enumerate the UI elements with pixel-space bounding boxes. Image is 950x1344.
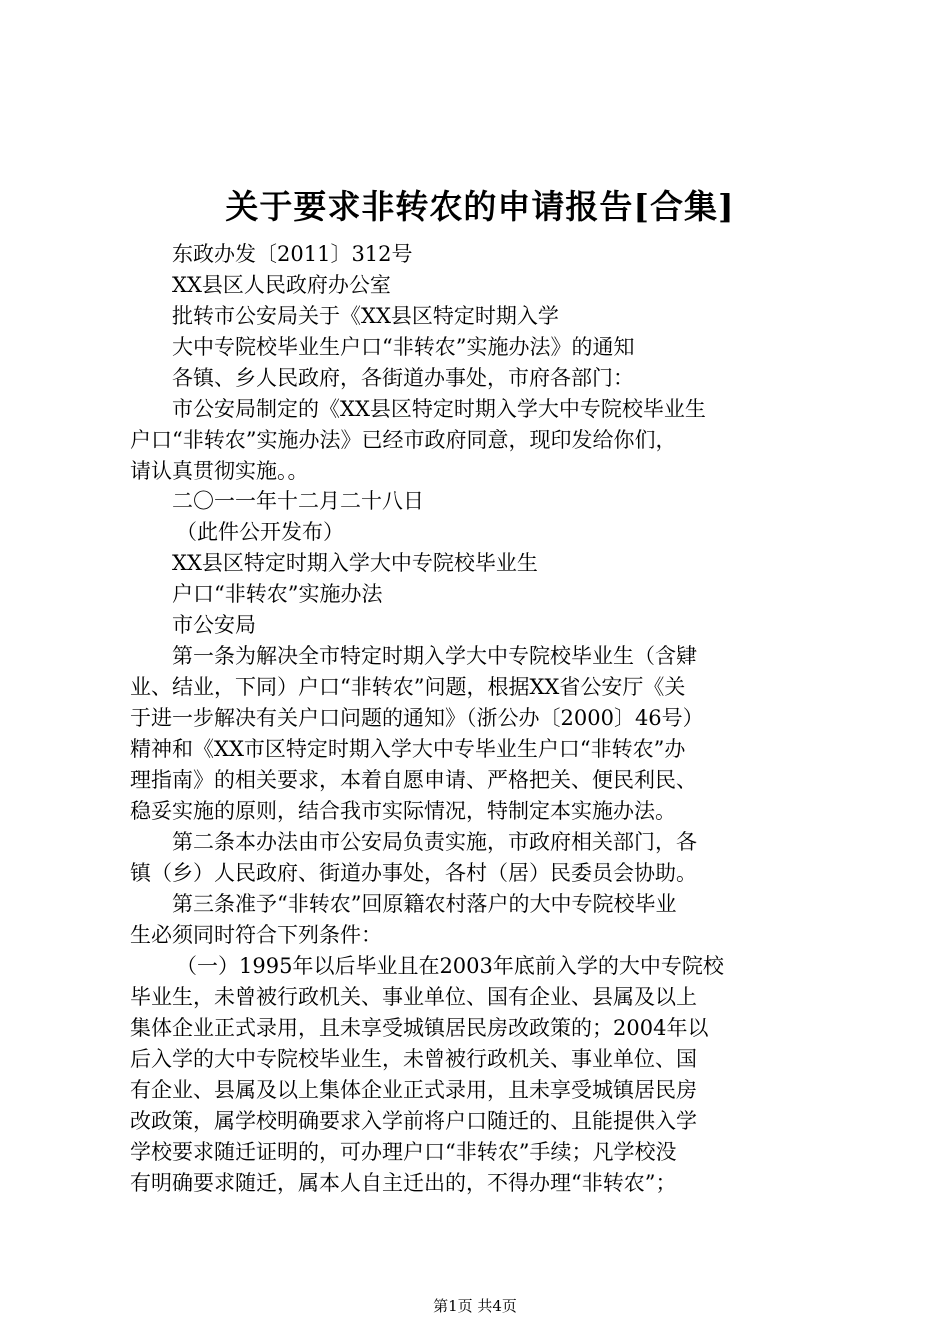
text-line: 第一条为解决全市特定时期入学大中专院校毕业生（含肄 bbox=[172, 644, 697, 668]
text-line: 改政策，属学校明确要求入学前将户口随迁的、且能提供入学 bbox=[130, 1109, 697, 1133]
text-line: 第二条本办法由市公安局负责实施，市政府相关部门，各 bbox=[172, 830, 697, 854]
text-line: 集体企业正式录用，且未享受城镇居民房改政策的；2004年以 bbox=[130, 1016, 709, 1040]
text-line: 市公安局 bbox=[172, 613, 256, 637]
text-line: （一）1995年以后毕业且在2003年底前入学的大中专院校 bbox=[176, 954, 724, 978]
text-line: 批转市公安局关于《XX县区特定时期入学 bbox=[172, 304, 559, 328]
text-line: 有明确要求随迁，属本人自主迁出的，不得办理“非转农”； bbox=[130, 1171, 677, 1195]
text-line: 精神和《XX市区特定时期入学大中专毕业生户口“非转农”办 bbox=[130, 737, 686, 761]
text-line: 学校要求随迁证明的，可办理户口“非转农”手续；凡学校没 bbox=[130, 1140, 677, 1164]
text-line: 市公安局制定的《XX县区特定时期入学大中专院校毕业生 bbox=[172, 397, 706, 421]
text-line: 稳妥实施的原则，结合我市实际情况，特制定本实施办法。 bbox=[130, 799, 676, 823]
text-line: 二〇一一年十二月二十八日 bbox=[172, 489, 424, 513]
text-line: 东政办发〔2011〕312号 bbox=[172, 242, 413, 266]
document-title: 关于要求非转农的申请报告[合集] bbox=[225, 187, 735, 226]
text-line: 户口“非转农”实施办法 bbox=[172, 582, 383, 606]
text-line: 镇（乡）人民政府、街道办事处，各村（居）民委员会协助。 bbox=[130, 861, 697, 885]
text-line: 后入学的大中专院校毕业生，未曾被行政机关、事业单位、国 bbox=[130, 1047, 697, 1071]
text-line: 于进一步解决有关户口问题的通知》（浙公办〔2000〕46号） bbox=[130, 706, 704, 730]
text-line: 生必须同时符合下列条件： bbox=[130, 923, 382, 947]
text-line: 第三条准予“非转农”回原籍农村落户的大中专院校毕业 bbox=[172, 892, 677, 916]
text-line: 大中专院校毕业生户口“非转农”实施办法》的通知 bbox=[172, 335, 635, 359]
text-line: 理指南》的相关要求，本着自愿申请、严格把关、便民利民、 bbox=[130, 768, 697, 792]
text-line: 有企业、县属及以上集体企业正式录用，且未享受城镇居民房 bbox=[130, 1078, 697, 1102]
text-line: XX县区特定时期入学大中专院校毕业生 bbox=[172, 551, 538, 575]
text-line: （此件公开发布） bbox=[176, 520, 344, 544]
page-footer: 第1页 共4页 bbox=[433, 1297, 517, 1315]
text-line: 请认真贯彻实施。。 bbox=[130, 459, 309, 483]
text-line: 各镇、乡人民政府，各街道办事处，市府各部门： bbox=[172, 366, 634, 390]
text-line: XX县区人民政府办公室 bbox=[172, 273, 391, 297]
text-line: 户口“非转农”实施办法》已经市政府同意，现印发给你们， bbox=[130, 428, 677, 452]
text-line: 毕业生，未曾被行政机关、事业单位、国有企业、县属及以上 bbox=[130, 985, 697, 1009]
text-line: 业、结业，下同）户口“非转农”问题，根据XX省公安厅《关 bbox=[130, 675, 686, 699]
